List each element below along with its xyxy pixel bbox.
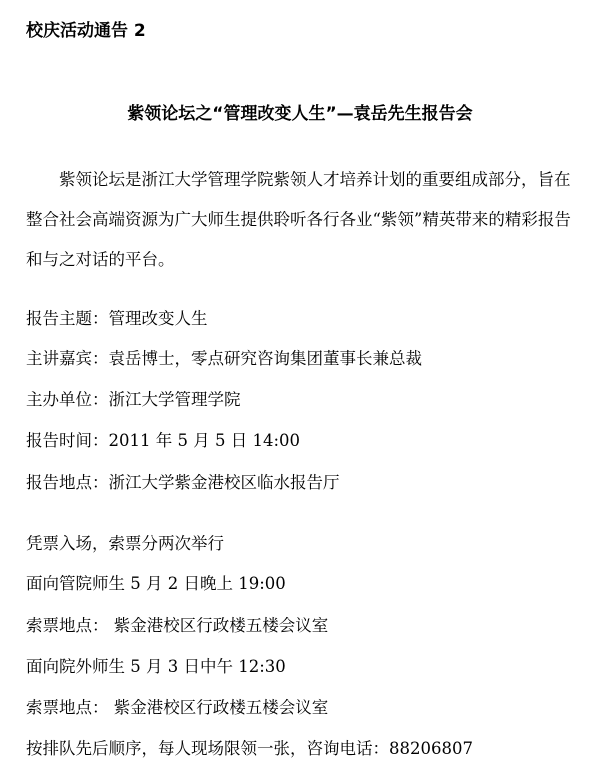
notice-heading: 校庆活动通告 2 xyxy=(26,21,146,41)
detail-topic: 报告主题：管理改变人生 xyxy=(26,309,208,328)
detail-organizer: 主办单位：浙江大学管理学院 xyxy=(26,390,241,409)
notice-title: 紫领论坛之“管理改变人生”—袁岳先生报告会 xyxy=(127,104,473,124)
ticket-info-rules-contact: 按排队先后顺序，每人现场限领一张，咨询电话：88206807 xyxy=(26,739,473,758)
detail-time: 报告时间：2011 年 5 月 5 日 14:00 xyxy=(26,431,301,450)
ticket-info-entry: 凭票入场，索票分两次举行 xyxy=(26,534,224,553)
intro-paragraph: 紫领论坛是浙江大学管理学院紫领人才培养计划的重要组成部分，旨在整合社会高端资源为广大师生提供聆听各行各业“紫领”精英带来的精彩报告和与之对话的平台。 xyxy=(26,170,571,269)
ticket-info-internal-place: 索票地点： 紫金港校区行政楼五楼会议室 xyxy=(26,616,329,635)
detail-venue: 报告地点：浙江大学紫金港校区临水报告厅 xyxy=(26,473,340,492)
ticket-info-external-time: 面向院外师生 5 月 3 日中午 12:30 xyxy=(26,657,286,676)
ticket-info-external-place: 索票地点： 紫金港校区行政楼五楼会议室 xyxy=(26,698,329,717)
detail-speaker: 主讲嘉宾：袁岳博士，零点研究咨询集团董事长兼总裁 xyxy=(26,349,422,368)
ticket-info-internal-time: 面向管院师生 5 月 2 日晚上 19:00 xyxy=(26,574,286,593)
